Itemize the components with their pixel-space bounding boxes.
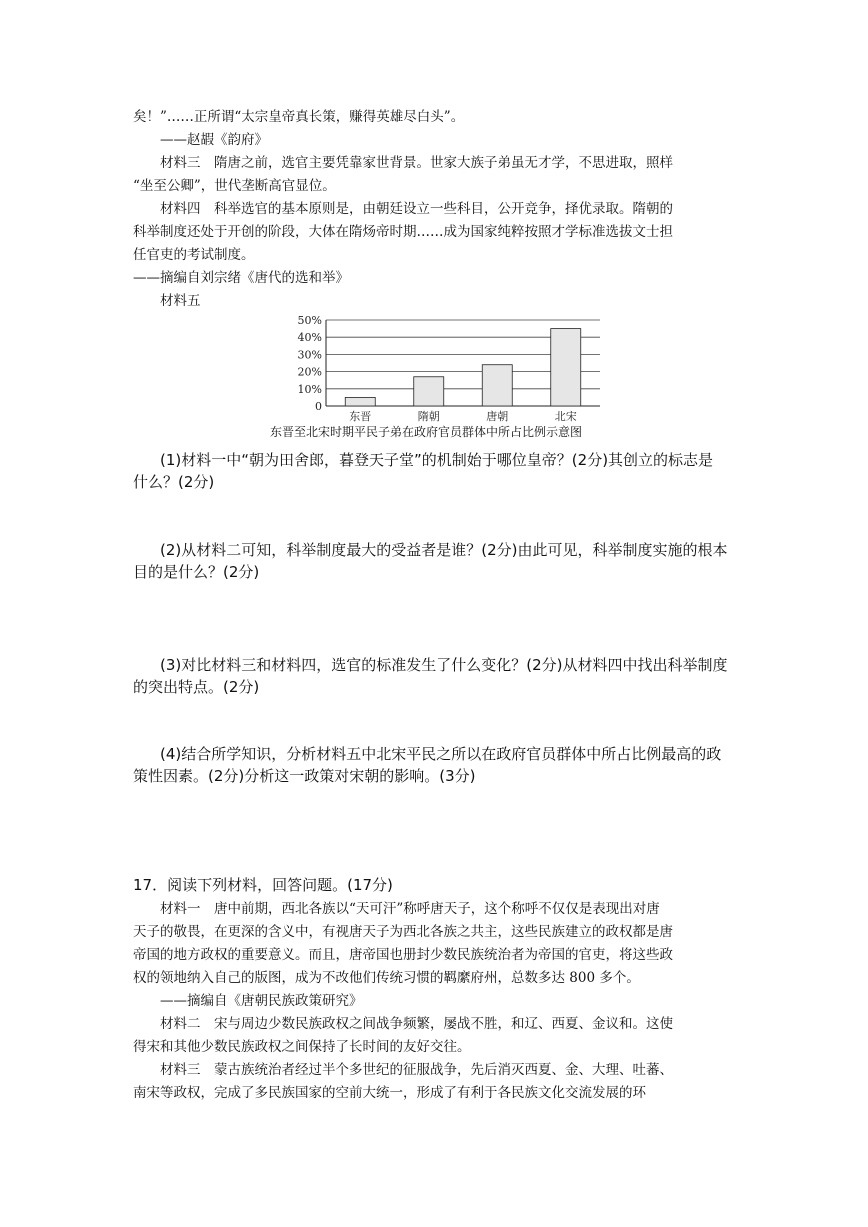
text-line: 材料四 科举选官的基本原则是，由朝廷设立一些科目，公开竞争，择优录取。隋朝的 bbox=[160, 201, 673, 217]
x-tick-label: 隋朝 bbox=[417, 410, 440, 423]
bar bbox=[482, 365, 512, 406]
text-line: “坐至公卿”，世代垄断高官显位。 bbox=[133, 178, 336, 194]
question-1-cont: 什么？(2分) bbox=[133, 473, 215, 491]
question-1: (1)材料一中“朝为田舍郎，暮登天子堂”的机制始于哪位皇帝？(2分)其创立的标志是 bbox=[160, 451, 714, 469]
question-4-cont: 策性因素。(2分)分析这一政策对宋朝的影响。(3分) bbox=[133, 767, 476, 785]
bar bbox=[551, 329, 581, 406]
text-line: 帝国的地方政权的重要意义。而且，唐帝国也册封少数民族统治者为帝国的官吏，将这些政 bbox=[133, 947, 673, 963]
y-tick-label: 0 bbox=[315, 400, 322, 413]
text-line: 南宋等政权，完成了多民族国家的空前大统一，形成了有利于各民族文化交流发展的环 bbox=[133, 1085, 646, 1101]
text-line: 材料三 蒙古族统治者经过半个多世纪的征服战争，先后消灭西夏、金、大理、吐蕃、 bbox=[160, 1062, 673, 1078]
text-line: 材料一 唐中前期，西北各族以“天可汗”称呼唐天子，这个称呼不仅仅是表现出对唐 bbox=[160, 901, 660, 917]
source-citation: ——赵嘏《韵府》 bbox=[160, 132, 268, 148]
x-tick-label: 北宋 bbox=[554, 410, 577, 423]
y-tick-label: 40% bbox=[297, 331, 322, 345]
bar-chart bbox=[290, 312, 610, 424]
text-line: 材料三 隋唐之前，选官主要凭靠家世背景。世家大族子弟虽无才学，不思进取，照样 bbox=[160, 155, 673, 171]
text-line: 任官吏的考试制度。 bbox=[133, 247, 255, 263]
y-tick-label: 20% bbox=[297, 365, 322, 379]
question-4: (4)结合所学知识，分析材料五中北宋平民之所以在政府官员群体中所占比例最高的政 bbox=[160, 745, 722, 763]
material-label: 材料五 bbox=[160, 293, 201, 309]
text-line: 天子的敬畏，在更深的含义中，有视唐天子为西北各族之共主，这些民族建立的政权都是唐 bbox=[133, 924, 673, 940]
y-tick-label: 50% bbox=[297, 314, 322, 327]
y-tick-label: 30% bbox=[297, 348, 322, 362]
question-3: (3)对比材料三和材料四，选官的标准发生了什么变化？(2分)从材料四中找出科举制度 bbox=[160, 656, 728, 674]
text-line: 科举制度还处于开创的阶段，大体在隋炀帝时期……成为国家纯粹按照才学标准选拔文士担 bbox=[133, 224, 673, 240]
chart-caption: 东晋至北宋时期平民子弟在政府官员群体中所占比例示意图 bbox=[270, 425, 583, 439]
source-citation: ——摘编自《唐朝民族政策研究》 bbox=[160, 993, 363, 1009]
source-citation: ——摘编自刘宗绪《唐代的选和举》 bbox=[133, 270, 349, 286]
y-tick-label: 10% bbox=[297, 382, 322, 396]
text-line: 得宋和其他少数民族政权之间保持了长时间的友好交往。 bbox=[133, 1039, 471, 1055]
bar bbox=[414, 377, 444, 406]
question-2-cont: 目的是什么？(2分) bbox=[133, 563, 260, 581]
question-3-cont: 的突出特点。(2分) bbox=[133, 678, 260, 696]
x-tick-label: 东晋 bbox=[349, 410, 372, 423]
text-line: 材料二 宋与周边少数民族政权之间战争频繁，屡战不胜，和辽、西夏、金议和。这使 bbox=[160, 1016, 673, 1032]
question-2: (2)从材料二可知，科举制度最大的受益者是谁？(2分)由此可见，科举制度实施的根本 bbox=[160, 541, 728, 559]
text-line: 矣！”……正所谓“太宗皇帝真长策，赚得英雄尽白头”。 bbox=[133, 109, 465, 125]
bar bbox=[345, 397, 375, 406]
text-line: 权的领地纳入自己的版图，成为不改他们传统习惯的羁縻府州，总数多达 800 多个。 bbox=[133, 970, 640, 986]
question-17-heading: 17．阅读下列材料，回答问题。(17分) bbox=[133, 876, 393, 894]
x-tick-label: 唐朝 bbox=[486, 410, 509, 423]
